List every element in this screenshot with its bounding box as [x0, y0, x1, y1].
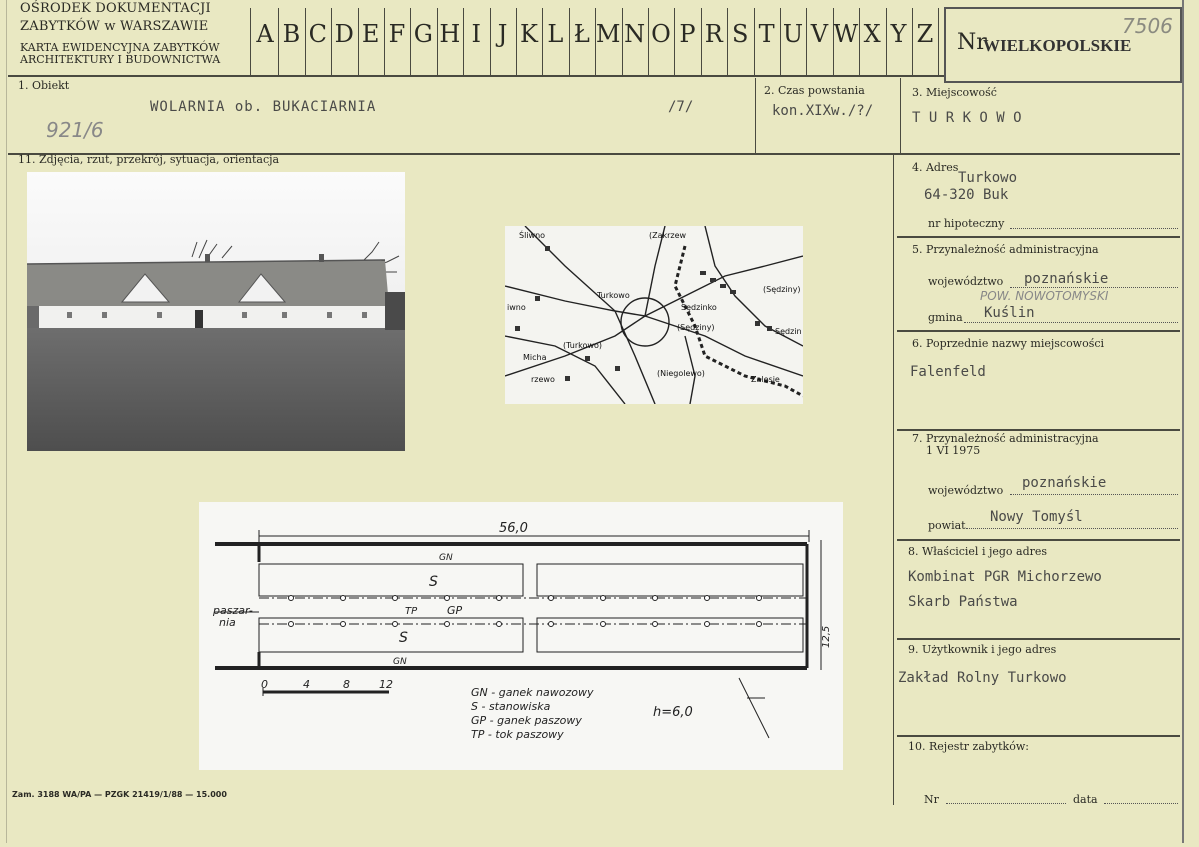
index-letter: J	[497, 20, 508, 48]
index-letter: Z	[916, 20, 934, 48]
section11-label: 11. Zdjęcia, rzut, przekrój, sytuacja, orientacja	[18, 153, 280, 166]
hand-number: 7506	[1122, 14, 1173, 38]
poprzednie-value: Falenfeld	[910, 364, 986, 380]
index-letter: H	[439, 20, 461, 48]
index-letter: L	[547, 20, 564, 48]
plan-scale-12: 12	[379, 678, 393, 691]
plan-dim-width: 12,5	[821, 625, 832, 648]
index-letter: I	[471, 20, 481, 48]
map-label-micha: Micha	[523, 353, 547, 362]
rejestr-data-label: data	[1073, 793, 1098, 806]
adm7-powiat-label: powiat	[928, 519, 966, 532]
map-label-sliwno: Śliwno	[519, 231, 546, 240]
plan-gn-bottom: GN	[393, 657, 407, 667]
plan-paszarnia-1: paszar-	[213, 604, 253, 617]
index-letter: Ł	[573, 20, 590, 48]
plan-s-top: S	[429, 574, 438, 590]
miejscowosc-value: T U R K O W O	[912, 110, 1022, 126]
card-frame	[6, 0, 1184, 843]
map-label-sedziny2: (Sędziny)	[677, 323, 715, 332]
print-footer: Zam. 3188 WA/PA — PZGK 21419/1/88 — 15.000	[12, 790, 227, 799]
hipoteczny-label: nr hipoteczny	[928, 217, 1005, 230]
index-letter: V	[810, 20, 829, 48]
map-label-iwno: iwno	[507, 303, 526, 312]
plan-gn-top: GN	[439, 553, 453, 563]
index-letter: R	[704, 20, 723, 48]
plan-legend-1: GN - ganek nawozowy	[471, 686, 594, 699]
plan-scale-4: 4	[303, 678, 310, 691]
plan-dim-length: 56,0	[499, 521, 528, 536]
czas-value: kon.XIXw./?/	[772, 103, 874, 119]
obiekt-hand-code: 921/6	[46, 118, 104, 142]
index-letter: B	[282, 20, 301, 48]
index-letter: E	[361, 20, 380, 48]
map-label-zalesie: Zalesie	[751, 375, 780, 384]
plan-height: h=6,0	[653, 705, 693, 720]
plan-legend-2: S - stanowiska	[471, 700, 551, 713]
org-line1: OŚRODEK DOKUMENTACJI	[20, 1, 211, 16]
czas-label: 2. Czas powstania	[764, 84, 865, 97]
index-letter: C	[308, 20, 327, 48]
adm5-label: 5. Przynależność administracyjna	[912, 243, 1099, 256]
map-label-sedzinko: Sędzinko	[681, 303, 717, 312]
plan-legend-4: TP - tok paszowy	[471, 728, 564, 741]
map-label-zakrzew: (Zakrzew	[649, 231, 687, 240]
map-label-turkowo-paren: (Turkowo)	[563, 341, 602, 350]
index-letter: P	[679, 20, 696, 48]
adm5-woj-label: województwo	[928, 275, 1004, 288]
poprzednie-label: 6. Poprzednie nazwy miejscowości	[912, 337, 1105, 350]
adres-line1: Turkowo	[958, 170, 1018, 186]
index-letter: N	[624, 20, 646, 48]
adm7-powiat-value: Nowy Tomyśl	[990, 509, 1083, 525]
index-letter: U	[782, 20, 804, 48]
index-letter: T	[758, 20, 775, 48]
region-stamp: WIELKOPOLSKIE	[983, 36, 1132, 55]
wlasciciel-line1: Kombinat PGR Michorzewo	[908, 569, 1102, 585]
plan-paszarnia-2: nia	[219, 616, 236, 629]
map-label-niegolewo: (Niegolewo)	[657, 369, 705, 378]
map-label-sedzin: Sędzin	[775, 327, 802, 336]
adm5-gmina-value: Kuślin	[984, 305, 1035, 321]
index-letter: O	[651, 20, 671, 48]
map-label-rzewo: rzewo	[531, 375, 555, 384]
index-letter: G	[413, 20, 433, 48]
obiekt-label: 1. Obiekt	[18, 79, 70, 92]
index-letter: M	[595, 20, 621, 48]
plan-scale-8: 8	[343, 678, 350, 691]
index-letter: F	[388, 20, 406, 48]
wlasciciel-label: 8. Właściciel i jego adres	[908, 545, 1048, 558]
index-letter: D	[334, 20, 354, 48]
adm7-woj-label: województwo	[928, 484, 1004, 497]
uzytkownik-label: 9. Użytkownik i jego adres	[908, 643, 1057, 656]
miejscowosc-label: 3. Miejscowość	[912, 86, 997, 99]
card-line2: ARCHITEKTURY I BUDOWNICTWA	[20, 53, 221, 66]
index-letter: W	[833, 20, 859, 48]
index-letter: K	[520, 20, 538, 48]
adm7-woj-value: poznańskie	[1022, 475, 1107, 491]
index-letter: A	[256, 20, 274, 48]
adm5-hand-note: POW. NOWOTOMYSKI	[980, 289, 1109, 303]
adm7-label: 7. Przynależność administracyjna	[912, 432, 1099, 445]
org-line2: ZABYTKÓW w WARSZAWIE	[20, 19, 209, 34]
wlasciciel-line2: Skarb Państwa	[908, 594, 1018, 610]
index-letter: X	[863, 20, 881, 48]
rejestr-nr-label: Nr	[924, 793, 939, 806]
rejestr-label: 10. Rejestr zabytków:	[908, 740, 1029, 753]
map-label-sedziny1: (Sędziny)	[763, 285, 801, 294]
plan-gp: GP	[447, 604, 463, 617]
plan-scale-0: 0	[261, 678, 268, 691]
obiekt-value: WOLARNIA ob. BUKACIARNIA	[150, 99, 377, 115]
index-letter: Y	[890, 20, 907, 48]
adm5-woj-value: poznańskie	[1024, 271, 1109, 287]
obiekt-mark: /7/	[668, 99, 694, 115]
adres-line2: 64-320 Buk	[924, 187, 1009, 203]
uzytkownik-value: Zakład Rolny Turkowo	[898, 670, 1067, 686]
index-letter: S	[731, 20, 749, 48]
adm5-gmina-label: gmina	[928, 311, 963, 324]
plan-s-bottom: S	[399, 630, 408, 646]
plan-tp: TP	[405, 606, 418, 617]
map-label-turkowo: Turkowo	[597, 291, 630, 300]
nr-label: Nr	[957, 30, 987, 55]
adres-label: 4. Adres	[912, 161, 959, 174]
adm7-date: 1 VI 1975	[926, 444, 981, 457]
card-line1: KARTA EWIDENCYJNA ZABYTKÓW	[20, 41, 220, 54]
plan-legend-3: GP - ganek paszowy	[471, 714, 582, 727]
